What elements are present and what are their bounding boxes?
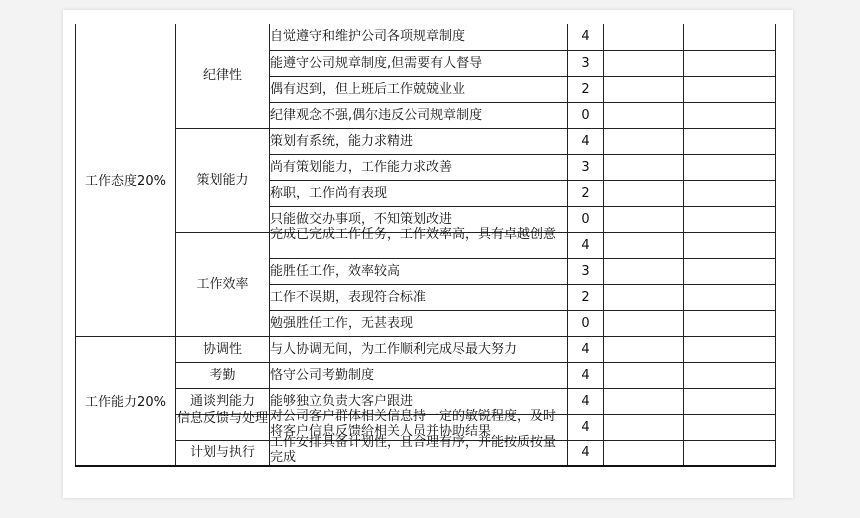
rating-cell[interactable] (684, 284, 776, 310)
description-cell: 偶有迟到，但上班后工作兢兢业业 (270, 76, 568, 102)
category-cell: 工作能力20% (76, 336, 176, 466)
rating-cell[interactable] (604, 388, 684, 414)
spreadsheet-page (63, 10, 793, 498)
rating-cell[interactable] (604, 310, 684, 336)
description-cell: 工作安排具备计划性，且合理有序，并能按质按量完成 (270, 440, 568, 466)
rating-cell[interactable] (684, 232, 776, 258)
rating-cell[interactable] (604, 154, 684, 180)
score-cell: 3 (568, 50, 604, 76)
score-cell: 3 (568, 154, 604, 180)
rating-cell[interactable] (604, 102, 684, 128)
score-cell: 4 (568, 362, 604, 388)
rating-cell[interactable] (684, 440, 776, 466)
table-row (76, 362, 776, 388)
table-row (76, 24, 776, 50)
score-cell: 2 (568, 180, 604, 206)
rating-cell[interactable] (684, 180, 776, 206)
description-cell: 勉强胜任工作，无甚表现 (270, 310, 568, 336)
rating-cell[interactable] (684, 206, 776, 232)
description-cell: 能够独立负责大客户跟进 (270, 388, 568, 414)
score-cell: 4 (568, 232, 604, 258)
description-cell: 只能做交办事项，不知策划改进 (270, 206, 568, 232)
criterion-cell: 通谈判能力 (176, 388, 270, 414)
rating-cell[interactable] (684, 362, 776, 388)
table-row (76, 336, 776, 362)
rating-cell[interactable] (684, 414, 776, 440)
rating-cell[interactable] (604, 258, 684, 284)
description-cell: 与人协调无间，为工作顺利完成尽最大努力 (270, 336, 568, 362)
category-cell: 工作态度20% (76, 24, 176, 336)
description-cell: 自觉遵守和维护公司各项规章制度 (270, 24, 568, 50)
description-cell: 能胜任工作，效率较高 (270, 258, 568, 284)
rating-cell[interactable] (604, 128, 684, 154)
criterion-cell: 信息反馈与处理 (176, 414, 270, 440)
score-cell: 0 (568, 102, 604, 128)
criterion-cell: 计划与执行 (176, 440, 270, 466)
description-cell: 恪守公司考勤制度 (270, 362, 568, 388)
table-row (76, 440, 776, 466)
score-cell: 4 (568, 24, 604, 50)
rating-cell[interactable] (684, 258, 776, 284)
rating-cell[interactable] (604, 414, 684, 440)
evaluation-table (75, 24, 776, 467)
description-cell: 完成已完成工作任务，工作效率高，具有卓越创意 (270, 232, 568, 258)
score-cell: 2 (568, 284, 604, 310)
rating-cell[interactable] (604, 180, 684, 206)
rating-cell[interactable] (684, 76, 776, 102)
rating-cell[interactable] (604, 206, 684, 232)
table-row (76, 232, 776, 258)
criterion-cell: 考勤 (176, 362, 270, 388)
rating-cell[interactable] (604, 284, 684, 310)
score-cell: 4 (568, 336, 604, 362)
rating-cell[interactable] (684, 310, 776, 336)
description-cell: 策划有系统，能力求精进 (270, 128, 568, 154)
criterion-cell: 纪律性 (176, 24, 270, 128)
score-cell: 2 (568, 76, 604, 102)
rating-cell[interactable] (604, 50, 684, 76)
rating-cell[interactable] (604, 362, 684, 388)
score-cell: 0 (568, 206, 604, 232)
description-cell: 尚有策划能力，工作能力求改善 (270, 154, 568, 180)
score-cell: 4 (568, 128, 604, 154)
score-cell: 4 (568, 388, 604, 414)
rating-cell[interactable] (604, 76, 684, 102)
description-cell: 称职，工作尚有表现 (270, 180, 568, 206)
rating-cell[interactable] (684, 50, 776, 76)
rating-cell[interactable] (604, 440, 684, 466)
score-cell: 0 (568, 310, 604, 336)
description-cell: 工作不误期，表现符合标准 (270, 284, 568, 310)
score-cell: 4 (568, 440, 604, 466)
score-cell: 3 (568, 258, 604, 284)
rating-cell[interactable] (684, 102, 776, 128)
rating-cell[interactable] (604, 336, 684, 362)
criterion-cell: 协调性 (176, 336, 270, 362)
rating-cell[interactable] (604, 232, 684, 258)
criterion-cell: 策划能力 (176, 128, 270, 232)
description-cell: 能遵守公司规章制度,但需要有人督导 (270, 50, 568, 76)
rating-cell[interactable] (684, 336, 776, 362)
criterion-cell: 工作效率 (176, 232, 270, 336)
table-row (76, 128, 776, 154)
description-cell: 纪律观念不强,偶尔违反公司规章制度 (270, 102, 568, 128)
rating-cell[interactable] (604, 24, 684, 50)
rating-cell[interactable] (684, 388, 776, 414)
rating-cell[interactable] (684, 24, 776, 50)
score-cell: 4 (568, 414, 604, 440)
description-cell: 对公司客户群体相关信息持一定的敏锐程度，及时将客户信息反馈给相关人员并协助结果 (270, 414, 568, 440)
rating-cell[interactable] (684, 128, 776, 154)
rating-cell[interactable] (684, 154, 776, 180)
